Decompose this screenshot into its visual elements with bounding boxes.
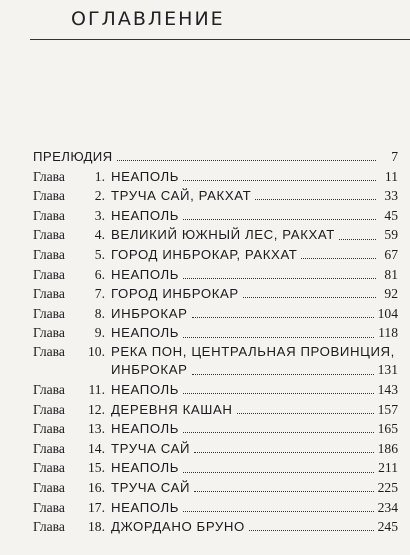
chapter-word: Глава xyxy=(33,440,65,456)
page-heading: ОГЛАВЛЕНИЕ xyxy=(71,8,225,30)
chapter-word: Глава xyxy=(33,286,65,302)
dot-leader xyxy=(183,511,374,512)
toc-entry-title: ТРУЧА САЙ, РАКХАТ xyxy=(111,188,252,204)
toc-entry-title: НЕАПОЛЬ xyxy=(111,421,180,437)
toc-entry-page: 11 xyxy=(384,168,398,184)
chapter-number: 3. xyxy=(94,207,105,223)
chapter-number: 5. xyxy=(94,246,105,262)
dot-leader xyxy=(117,160,376,161)
toc-entry-page: 81 xyxy=(384,266,398,282)
dot-leader xyxy=(192,374,374,375)
chapter-number: 1. xyxy=(94,168,105,184)
toc-entry-page: 33 xyxy=(384,188,398,204)
chapter-number: 14. xyxy=(88,440,105,456)
chapter-word: Глава xyxy=(33,499,65,515)
chapter-word: Глава xyxy=(33,519,65,535)
toc-entry-title: ДЕРЕВНЯ КАШАН xyxy=(111,401,233,417)
toc-entry-page: 211 xyxy=(378,460,398,476)
toc-entry-title: НЕАПОЛЬ xyxy=(111,168,180,184)
chapter-number: 10. xyxy=(88,343,105,359)
chapter-number: 12. xyxy=(88,401,105,417)
toc-entry-chapter-4[interactable] xyxy=(33,225,398,245)
toc-entry-page: 7 xyxy=(391,149,398,164)
chapter-number: 2. xyxy=(94,188,105,204)
chapter-number: 6. xyxy=(94,266,105,282)
dot-leader xyxy=(249,530,374,531)
dot-leader xyxy=(183,278,376,279)
toc-entry-title: РЕКА ПОН, ЦЕНТРАЛЬНАЯ ПРОВИНЦИЯ, xyxy=(111,343,395,359)
toc-entry-title: НЕАПОЛЬ xyxy=(111,325,180,341)
toc-entry-chapter-17[interactable] xyxy=(33,498,398,518)
dot-leader xyxy=(192,317,374,318)
dot-leader xyxy=(183,393,374,394)
table-of-contents xyxy=(33,147,398,537)
toc-entry-title: ПРЕЛЮДИЯ xyxy=(33,149,113,164)
chapter-word: Глава xyxy=(33,305,65,321)
dot-leader xyxy=(194,491,374,492)
toc-entry-page: 234 xyxy=(377,499,398,515)
toc-entry-title: НЕАПОЛЬ xyxy=(111,381,180,397)
toc-entry-page: 157 xyxy=(377,401,398,417)
toc-entry-page: 186 xyxy=(377,440,398,456)
chapter-word: Глава xyxy=(33,381,65,397)
chapter-number: 16. xyxy=(88,479,105,495)
dot-leader xyxy=(183,180,376,181)
toc-entry-title: ТРУЧА САЙ xyxy=(111,440,191,456)
chapter-word: Глава xyxy=(33,168,65,184)
toc-entry-title: ГОРОД ИНБРОКАР, РАКХАТ xyxy=(111,246,298,262)
toc-entry-page: 225 xyxy=(377,479,398,495)
dot-leader xyxy=(243,297,376,298)
dot-leader xyxy=(194,452,374,453)
dot-leader xyxy=(339,239,376,240)
toc-entry-chapter-13[interactable] xyxy=(33,419,398,439)
toc-entry-title: ТРУЧА САЙ xyxy=(111,479,191,495)
toc-entry-page: 245 xyxy=(377,519,398,535)
toc-entry-chapter-7[interactable] xyxy=(33,284,398,304)
dot-leader xyxy=(183,432,374,433)
chapter-number: 11. xyxy=(88,381,105,397)
chapter-word: Глава xyxy=(33,227,65,243)
toc-entry-prelude[interactable] xyxy=(33,147,398,167)
chapter-word: Глава xyxy=(33,266,65,282)
chapter-word: Глава xyxy=(33,325,65,341)
toc-entry-page: 165 xyxy=(377,421,398,437)
toc-entry-chapter-6[interactable] xyxy=(33,265,398,285)
toc-entry-chapter-11[interactable] xyxy=(33,380,398,400)
chapter-number: 15. xyxy=(88,460,105,476)
toc-entry-chapter-10-line2[interactable] xyxy=(33,361,398,380)
chapter-word: Глава xyxy=(33,401,65,417)
toc-entry-page: 118 xyxy=(378,325,398,341)
toc-entry-page: 59 xyxy=(384,227,398,243)
toc-entry-chapter-10-line1[interactable] xyxy=(33,343,398,362)
chapter-number: 8. xyxy=(94,305,105,321)
chapter-number: 4. xyxy=(94,227,105,243)
dot-leader xyxy=(183,337,374,338)
chapter-number: 18. xyxy=(88,519,105,535)
toc-entry-chapter-9[interactable] xyxy=(33,323,398,343)
chapter-number: 17. xyxy=(88,499,105,515)
toc-entry-chapter-16[interactable] xyxy=(33,478,398,498)
toc-entry-title: ИНБРОКАР xyxy=(111,305,188,321)
toc-entry-title: ГОРОД ИНБРОКАР xyxy=(111,286,239,302)
dot-leader xyxy=(237,413,374,414)
toc-entry-title: НЕАПОЛЬ xyxy=(111,499,180,515)
chapter-number: 13. xyxy=(88,421,105,437)
toc-entry-page: 67 xyxy=(384,246,398,262)
chapter-number: 7. xyxy=(94,286,105,302)
chapter-word: Глава xyxy=(33,343,65,359)
toc-entry-chapter-14[interactable] xyxy=(33,439,398,459)
toc-entry-title: НЕАПОЛЬ xyxy=(111,460,180,476)
toc-entry-chapter-8[interactable] xyxy=(33,304,398,324)
dot-leader xyxy=(301,258,376,259)
toc-entry-title: ВЕЛИКИЙ ЮЖНЫЙ ЛЕС, РАКХАТ xyxy=(111,227,335,243)
toc-entry-title: НЕАПОЛЬ xyxy=(111,266,180,282)
dot-leader xyxy=(183,219,376,220)
toc-entry-page: 45 xyxy=(384,207,398,223)
chapter-word: Глава xyxy=(33,188,65,204)
toc-entry-title: НЕАПОЛЬ xyxy=(111,207,180,223)
toc-entry-chapter-5[interactable] xyxy=(33,245,398,265)
toc-entry-title: ИНБРОКАР xyxy=(111,362,188,378)
toc-entry-chapter-12[interactable] xyxy=(33,400,398,420)
chapter-word: Глава xyxy=(33,479,65,495)
chapter-word: Глава xyxy=(33,246,65,262)
chapter-word: Глава xyxy=(33,421,65,437)
toc-entry-page: 104 xyxy=(377,305,398,321)
toc-entry-chapter-3[interactable] xyxy=(33,206,398,226)
heading-rule xyxy=(30,39,410,40)
toc-entry-page: 92 xyxy=(384,286,398,302)
toc-entry-chapter-18[interactable] xyxy=(33,517,398,537)
toc-entry-chapter-1[interactable] xyxy=(33,167,398,187)
toc-entry-title: ДЖОРДАНО БРУНО xyxy=(111,519,245,535)
chapter-number: 9. xyxy=(94,325,105,341)
dot-leader xyxy=(255,199,376,200)
toc-entry-page: 143 xyxy=(377,381,398,397)
chapter-word: Глава xyxy=(33,207,65,223)
chapter-word: Глава xyxy=(33,460,65,476)
toc-entry-page: 131 xyxy=(377,362,398,378)
dot-leader xyxy=(183,472,374,473)
toc-entry-chapter-15[interactable] xyxy=(33,458,398,478)
toc-entry-chapter-2[interactable] xyxy=(33,186,398,206)
